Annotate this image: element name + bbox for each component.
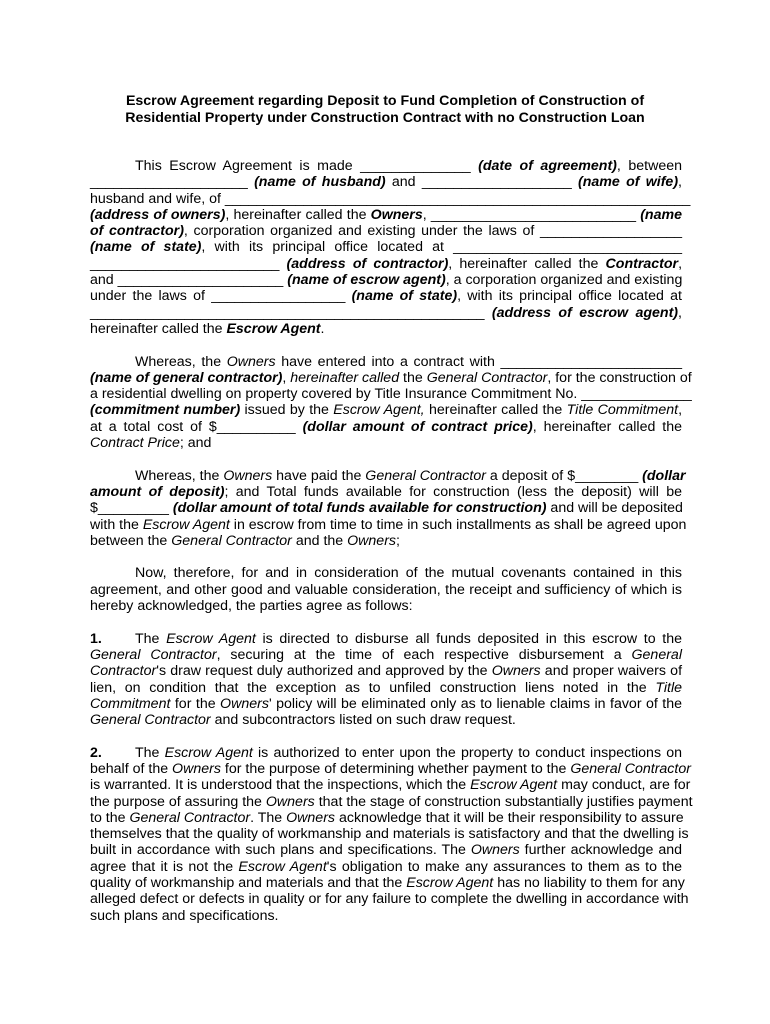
text-run: between the xyxy=(90,532,172,549)
text-run: , xyxy=(678,304,682,321)
text-run: may conduct, are for xyxy=(557,777,691,794)
text-run: , securing at the time of each respective disbursement a xyxy=(216,646,632,663)
text-line xyxy=(90,891,689,908)
text-run: is warranted. It is understood that the inspections, which the xyxy=(90,777,471,794)
defined-term: hereinafter called xyxy=(290,369,400,386)
fill-in-field-label: (name xyxy=(640,206,682,223)
fill-in-field-label: Escrow Agent xyxy=(226,320,321,337)
text-line xyxy=(90,875,685,892)
text-run: for the xyxy=(170,695,221,712)
text-line xyxy=(90,467,686,484)
text-line xyxy=(90,239,682,255)
text-run: the xyxy=(399,369,427,386)
defined-term: General Contractor xyxy=(171,532,292,549)
fill-in-field-label: (dollar xyxy=(642,467,686,484)
text-line xyxy=(90,793,693,810)
fill-in-field-label: (address of owners) xyxy=(90,206,226,223)
text-run: is authorized to enter upon the property to conduct inspections on xyxy=(252,744,682,761)
defined-term: Escrow Agent xyxy=(164,744,253,761)
defined-term: General xyxy=(631,646,682,663)
defined-term: General Contractor xyxy=(570,760,691,777)
fill-in-field-label: Owners xyxy=(370,206,423,223)
text-line xyxy=(90,419,682,435)
clause-number: 2. xyxy=(90,744,102,761)
defined-term: General Contractor xyxy=(365,467,486,484)
text-line xyxy=(90,760,691,777)
text-run: ; xyxy=(396,532,400,549)
text-line xyxy=(90,712,682,728)
defined-term: Commitment xyxy=(90,695,171,712)
text-run: built in accordance with such plans and specifications. The xyxy=(90,842,471,859)
text-line xyxy=(90,256,682,272)
text-run: , a corporation organized and existing xyxy=(445,272,683,289)
defined-term: Contractor xyxy=(90,663,157,680)
text-line xyxy=(90,842,682,858)
text-line xyxy=(90,810,682,826)
defined-term: Owners xyxy=(223,467,273,484)
defined-term: General Contractor xyxy=(426,369,548,386)
text-run: themselves that the quality of workmanship and materials is satisfactory and that the dwelling is xyxy=(90,826,689,843)
fill-in-field-label: (date of agreement) xyxy=(478,158,617,174)
text-run: such plans and specifications. xyxy=(90,907,279,924)
text-run: issued by the xyxy=(240,402,334,419)
text-run: Whereas, the xyxy=(135,467,224,484)
fill-in-field-label: (commitment number) xyxy=(90,402,241,419)
paragraph-gap xyxy=(90,614,682,630)
defined-term: Contract Price xyxy=(90,435,180,452)
text-run: and ___________________ xyxy=(385,174,579,191)
defined-term: Escrow Agent xyxy=(166,630,256,647)
text-line xyxy=(90,533,682,549)
defined-term: Owners xyxy=(220,695,269,712)
defined-term: Owners xyxy=(172,760,221,777)
text-line xyxy=(90,484,682,500)
text-line xyxy=(90,174,682,190)
text-run: The xyxy=(135,630,167,647)
text-run: , hereinafter called the xyxy=(448,255,606,272)
text-run: alleged defect or defects in quality or for any failure to complete the dwelling in accordance with xyxy=(90,891,689,908)
text-run: , xyxy=(678,174,682,191)
text-line xyxy=(90,305,682,321)
defined-term: Escrow Agent xyxy=(470,777,558,794)
defined-term: Owners xyxy=(347,532,397,549)
text-line xyxy=(90,369,692,386)
text-line xyxy=(90,565,682,581)
text-run: , __________________________ xyxy=(422,206,641,223)
text-line xyxy=(90,582,682,598)
text-run: lien, on condition that the exception as to unfiled construction liens noted in the xyxy=(90,679,656,696)
text-line xyxy=(90,598,682,614)
text-line xyxy=(90,745,682,761)
text-run: . The xyxy=(250,809,287,826)
text-run: Whereas, the xyxy=(135,353,227,370)
text-line xyxy=(90,500,682,516)
text-run: in escrow from time to time in such installments as shall be agreed upon xyxy=(229,516,687,533)
text-run: and will be deposited xyxy=(546,500,683,517)
paragraph-clause-2 xyxy=(90,744,693,924)
text-line xyxy=(90,207,682,223)
text-line xyxy=(90,680,682,696)
fill-in-field-label: (dollar amount of contract price) xyxy=(302,418,533,435)
paragraph-gap xyxy=(90,728,682,744)
defined-term: General Contractor xyxy=(90,712,211,729)
paragraph-whereas-1 xyxy=(90,353,692,452)
text-line xyxy=(90,859,682,875)
text-run: hereby acknowledged, the parties agree as follows: xyxy=(90,598,413,615)
text-line xyxy=(90,435,682,451)
text-run: to the xyxy=(90,809,130,826)
fill-in-field-label: (dollar amount of total funds available for construction) xyxy=(172,500,547,517)
text-line xyxy=(90,190,691,207)
fill-in-field-label: amount of deposit) xyxy=(90,483,225,500)
text-line xyxy=(90,158,682,174)
defined-term: Escrow Agent, xyxy=(333,402,425,419)
text-run: 's draw request duly authorized and approved by the xyxy=(156,663,492,680)
text-run: for the purpose of determining whether payment to the xyxy=(220,760,571,777)
defined-term: General Contractor xyxy=(90,646,217,663)
text-line xyxy=(90,386,692,403)
text-run: behalf of the xyxy=(90,760,173,777)
text-run: , hereinafter called the xyxy=(225,206,371,223)
text-line xyxy=(90,223,682,239)
text-run: and subcontractors listed on such draw request. xyxy=(210,712,516,729)
text-run: __________________________________________________ xyxy=(90,304,492,321)
text-run: , xyxy=(282,369,291,386)
text-run: , for the construction of xyxy=(547,369,692,386)
paragraph-clause-1 xyxy=(90,631,682,729)
defined-term: Escrow Agent xyxy=(238,858,327,875)
defined-term: Owners xyxy=(491,663,541,680)
text-run: and proper waivers of xyxy=(540,663,683,680)
text-line xyxy=(90,272,682,288)
text-line xyxy=(90,354,682,370)
defined-term: Title Commitment xyxy=(566,402,679,419)
text-run: acknowledge that it will be their responsibility to assure xyxy=(335,809,684,826)
text-line xyxy=(90,402,682,418)
text-run: . xyxy=(320,320,325,337)
text-line xyxy=(90,663,682,679)
defined-term: Owners xyxy=(226,353,276,370)
text-run: ; and Total funds available for construction (less the deposit) will be xyxy=(224,483,682,500)
paragraph-gap xyxy=(90,549,682,565)
text-run: husband and wife, of ___________________________________________________________ xyxy=(90,190,691,207)
text-run: under the laws of _________________ xyxy=(90,288,352,305)
text-run: ' policy will be eliminated only as to lienable claims in favor of the xyxy=(268,695,682,712)
text-run: $_________ xyxy=(90,500,173,517)
defined-term: Title xyxy=(655,679,682,696)
defined-term: Owners xyxy=(265,793,315,810)
fill-in-field-label: of contractor) xyxy=(90,223,184,240)
text-run: 's obligation to make any assurances to them as to the xyxy=(326,858,682,875)
defined-term: Escrow Agent xyxy=(406,875,494,892)
paragraph-gap xyxy=(90,451,682,467)
text-line xyxy=(90,647,682,663)
text-run: , xyxy=(678,402,683,419)
text-run: hereinafter called the xyxy=(424,402,567,419)
text-run: This Escrow Agreement is made ______________ xyxy=(135,158,479,174)
fill-in-field-label: (address of contractor) xyxy=(286,255,449,272)
text-run: , xyxy=(678,255,683,272)
text-run: ________________________ xyxy=(90,255,287,272)
fill-in-field-label: Contractor xyxy=(605,255,679,272)
defined-term: General Contractor xyxy=(129,809,251,826)
paragraph-now-therefore xyxy=(90,565,682,614)
text-run: , hereinafter called the xyxy=(532,418,682,435)
text-run: at a total cost of $__________ xyxy=(90,418,303,435)
text-run: agreement, and other good and valuable consideration, the receipt and sufficiency of which is xyxy=(90,581,682,598)
text-run: that the stage of construction substantially justifies payment xyxy=(314,793,693,810)
text-line xyxy=(90,908,682,924)
text-run: , with its principal office located at xyxy=(457,288,682,305)
fill-in-field-label: (name of state) xyxy=(351,288,458,305)
text-run: , between xyxy=(616,158,683,174)
text-run: further acknowledge and xyxy=(519,842,682,859)
text-run: Now, therefore, for and in consideration of the mutual covenants contained in this xyxy=(135,565,682,582)
fill-in-field-label: (name of state) xyxy=(90,239,202,256)
fill-in-field-label: (name of husband) xyxy=(254,174,386,191)
text-run: is directed to disburse all funds deposited in this escrow to the xyxy=(255,630,682,647)
document-body xyxy=(90,158,693,924)
text-run: The xyxy=(135,744,165,761)
text-run: have entered into a contract with _______________________ xyxy=(275,353,682,370)
text-line xyxy=(90,321,682,337)
title-line: Residential Property under Construction Contract with no Construction Loan xyxy=(125,109,645,126)
defined-term: Owners xyxy=(286,809,336,826)
fill-in-field-label: (name of general contractor) xyxy=(90,369,283,386)
text-run: and the xyxy=(291,532,348,549)
text-run: , with its principal office located at _____________________________ xyxy=(201,239,682,256)
text-line xyxy=(90,631,682,647)
text-line xyxy=(90,777,691,794)
text-run: a residential dwelling on property covered by Title Insurance Commitment No. ______________ xyxy=(90,386,692,403)
fill-in-field-label: (name of escrow agent) xyxy=(287,272,446,289)
text-run: with the xyxy=(90,516,143,533)
text-run: , corporation organized and existing under the laws of __________________ xyxy=(183,223,682,240)
fill-in-field-label: (address of escrow agent) xyxy=(491,304,679,321)
defined-term: Owners xyxy=(470,842,520,859)
paragraph-intro xyxy=(90,158,691,337)
text-run: have paid the xyxy=(272,467,366,484)
paragraph-whereas-2 xyxy=(90,467,687,549)
text-line xyxy=(90,826,689,843)
text-run: quality of workmanship and materials and that the xyxy=(90,875,407,892)
text-run: ____________________ xyxy=(90,174,255,191)
text-run: hereinafter called the xyxy=(90,320,227,337)
document-title xyxy=(90,93,680,126)
defined-term: Escrow Agent xyxy=(142,516,230,533)
text-line xyxy=(90,288,682,304)
text-line xyxy=(90,516,687,533)
text-run: ; and xyxy=(179,435,212,452)
fill-in-field-label: (name of wife) xyxy=(578,174,679,191)
clause-number: 1. xyxy=(90,630,102,647)
text-run: a deposit of $________ xyxy=(485,467,643,484)
text-run: and _____________________ xyxy=(90,272,288,289)
text-run: agree that it is not the xyxy=(90,858,239,875)
paragraph-gap xyxy=(90,337,682,353)
title-line: Escrow Agreement regarding Deposit to Fund Completion of Construction of xyxy=(125,93,645,109)
text-run: the purpose of assuring the xyxy=(90,793,266,810)
text-line xyxy=(90,696,682,712)
text-run: has no liability to them for any xyxy=(493,875,685,892)
